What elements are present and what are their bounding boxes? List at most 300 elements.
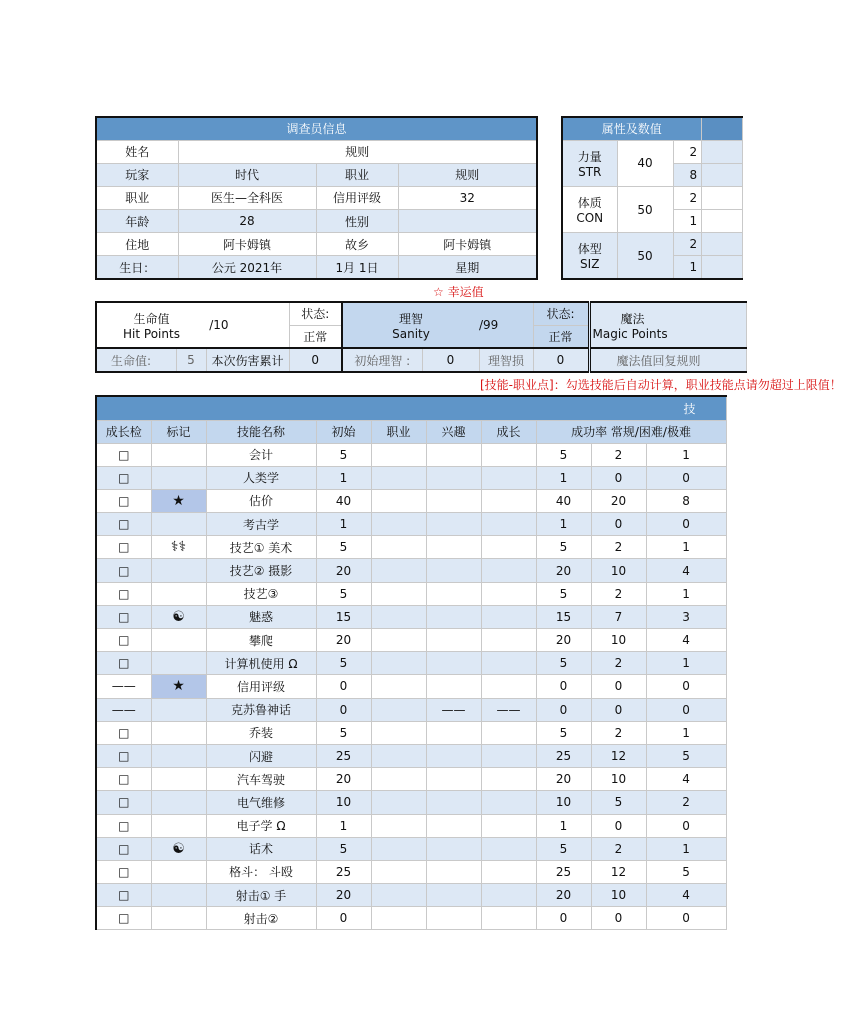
skill-extreme: 1 — [646, 443, 726, 466]
info-value-birth-date[interactable]: 1月 1日 — [316, 256, 398, 279]
skill-check[interactable]: □ — [96, 721, 151, 744]
col-skill-name: 技能名称 — [206, 420, 316, 443]
skill-regular: 0 — [536, 907, 591, 930]
attr-con-half: 2 — [673, 186, 701, 209]
skill-name: 信用评级 — [206, 675, 316, 698]
san-label: 理智 Sanity — [342, 302, 479, 348]
skill-interest-points[interactable] — [426, 582, 481, 605]
skill-growth[interactable] — [481, 652, 536, 675]
skills-table — [95, 395, 727, 930]
skill-extreme: 0 — [646, 907, 726, 930]
skill-check[interactable]: □ — [96, 744, 151, 767]
skill-name: 技艺② 摄影 — [206, 559, 316, 582]
col-success-rate: 成功率 常规/困难/极难 — [536, 420, 726, 443]
skill-interest-points[interactable] — [426, 559, 481, 582]
skill-hard: 0 — [591, 698, 646, 721]
skill-mark — [151, 466, 206, 489]
skill-regular: 10 — [536, 791, 591, 814]
skill-occupation-points[interactable] — [371, 860, 426, 883]
table-row — [96, 652, 726, 675]
skill-regular: 1 — [536, 814, 591, 837]
san-start-value[interactable]: 0 — [422, 348, 479, 372]
skill-regular: 20 — [536, 629, 591, 652]
table-row — [96, 582, 726, 605]
attr-con-label: 体质 CON — [562, 186, 617, 232]
skill-occupation-points[interactable] — [371, 652, 426, 675]
attr-str-half: 2 — [673, 140, 701, 163]
skill-interest-points[interactable] — [426, 814, 481, 837]
attr-con-value[interactable]: 50 — [617, 186, 673, 232]
info-label-era: 时代 — [178, 163, 316, 186]
skill-name: 魅惑 — [206, 605, 316, 628]
info-label-occupation: 职业 — [316, 163, 398, 186]
skill-hard: 0 — [591, 513, 646, 536]
attr-siz-half: 2 — [673, 233, 701, 256]
skill-mark: ☯ — [151, 837, 206, 860]
skill-growth[interactable] — [481, 744, 536, 767]
skill-growth[interactable] — [481, 536, 536, 559]
skill-growth[interactable] — [481, 489, 536, 512]
skill-mark — [151, 768, 206, 791]
skill-interest-points[interactable] — [426, 675, 481, 698]
skill-regular: 1 — [536, 513, 591, 536]
attr-siz-value[interactable]: 50 — [617, 233, 673, 279]
table-row — [96, 513, 726, 536]
table-row — [96, 675, 726, 698]
skills-header: 技 — [96, 396, 726, 420]
skill-mark — [151, 629, 206, 652]
attr-siz-fifth: 1 — [673, 256, 701, 279]
skill-mark — [151, 559, 206, 582]
mp-label: 魔法 Magic Points — [589, 302, 746, 348]
skill-name: 估价 — [206, 489, 316, 512]
skill-base: 5 — [316, 721, 371, 744]
skill-name: 计算机使用 Ω — [206, 652, 316, 675]
skill-mark — [151, 744, 206, 767]
skill-hard: 0 — [591, 907, 646, 930]
san-state-label: 状态: — [533, 302, 589, 325]
san-loss-label: 理智损 — [479, 348, 533, 372]
skill-hard: 12 — [591, 860, 646, 883]
skill-interest-points[interactable] — [426, 768, 481, 791]
skill-name: 考古学 — [206, 513, 316, 536]
skill-check[interactable]: □ — [96, 884, 151, 907]
skill-check[interactable]: □ — [96, 489, 151, 512]
skill-base: 0 — [316, 698, 371, 721]
skill-name: 射击② — [206, 907, 316, 930]
skill-base: 20 — [316, 884, 371, 907]
skill-regular: 0 — [536, 675, 591, 698]
skill-occupation-points[interactable] — [371, 837, 426, 860]
skill-regular: 25 — [536, 860, 591, 883]
col-base: 初始 — [316, 420, 371, 443]
skill-check[interactable]: □ — [96, 559, 151, 582]
skill-check[interactable]: □ — [96, 513, 151, 536]
skill-occupation-points[interactable] — [371, 513, 426, 536]
skill-growth[interactable] — [481, 675, 536, 698]
skill-base: 20 — [316, 629, 371, 652]
skill-extreme: 0 — [646, 675, 726, 698]
skill-occupation-points[interactable] — [371, 536, 426, 559]
skill-check[interactable]: □ — [96, 605, 151, 628]
skill-check[interactable]: □ — [96, 466, 151, 489]
skill-growth[interactable] — [481, 443, 536, 466]
skill-name: 格斗： 斗殴 — [206, 860, 316, 883]
skill-check[interactable]: □ — [96, 582, 151, 605]
skill-hard: 12 — [591, 744, 646, 767]
skill-growth[interactable] — [481, 721, 536, 744]
skill-regular: 5 — [536, 721, 591, 744]
skill-interest-points[interactable] — [426, 629, 481, 652]
status-panel — [95, 301, 699, 373]
skill-extreme: 5 — [646, 860, 726, 883]
skill-mark: ★ — [151, 489, 206, 512]
skill-extreme: 0 — [646, 698, 726, 721]
skill-regular: 5 — [536, 652, 591, 675]
info-value-age[interactable]: 28 — [178, 210, 316, 233]
skill-hard: 7 — [591, 605, 646, 628]
skill-interest-points[interactable] — [426, 837, 481, 860]
skill-occupation-points[interactable] — [371, 698, 426, 721]
skill-check[interactable]: □ — [96, 860, 151, 883]
skill-extreme: 2 — [646, 791, 726, 814]
skill-interest-points[interactable] — [426, 652, 481, 675]
hp-state-label: 状态: — [289, 302, 342, 325]
skill-check[interactable]: □ — [96, 837, 151, 860]
table-row — [96, 814, 726, 837]
info-label-rules: 规则 — [398, 163, 537, 186]
skill-growth[interactable] — [481, 768, 536, 791]
attr-siz-label: 体型 SIZ — [562, 233, 617, 279]
info-title: 调查员信息 — [96, 117, 537, 140]
info-label-credit: 信用评级 — [316, 186, 398, 209]
info-label-age: 年龄 — [96, 210, 178, 233]
skill-interest-points[interactable] — [426, 466, 481, 489]
skill-occupation-points[interactable] — [371, 768, 426, 791]
info-value-name[interactable]: 规则 — [178, 140, 537, 163]
skill-interest-points[interactable] — [426, 513, 481, 536]
skill-occupation-points[interactable] — [371, 675, 426, 698]
skill-interest-points[interactable]: —— — [426, 698, 481, 721]
skill-name: 攀爬 — [206, 629, 316, 652]
skill-occupation-points[interactable] — [371, 489, 426, 512]
skill-check[interactable]: □ — [96, 536, 151, 559]
info-label-residence: 住地 — [96, 233, 178, 256]
mp-recovery: 魔法值回复规则 — [589, 348, 746, 372]
skill-base: 5 — [316, 582, 371, 605]
hp-max: /10 — [206, 302, 289, 348]
hp-label: 生命值 Hit Points — [96, 302, 206, 348]
san-state[interactable]: 正常 — [533, 325, 589, 348]
damage-value[interactable]: 0 — [289, 348, 342, 372]
skill-regular: 25 — [536, 744, 591, 767]
skill-growth[interactable] — [481, 884, 536, 907]
info-value-birth-year[interactable]: 公元 2021年 — [178, 256, 316, 279]
skill-extreme: 1 — [646, 582, 726, 605]
skill-occupation-points[interactable] — [371, 721, 426, 744]
skill-occupation-points[interactable] — [371, 629, 426, 652]
skill-extreme: 0 — [646, 814, 726, 837]
attributes-table — [561, 116, 743, 280]
san-max: /99 — [479, 302, 533, 348]
skill-hard: 0 — [591, 814, 646, 837]
skill-mark — [151, 791, 206, 814]
skill-growth[interactable] — [481, 559, 536, 582]
table-row — [96, 629, 726, 652]
skill-check[interactable]: □ — [96, 768, 151, 791]
table-row — [96, 443, 726, 466]
skill-check[interactable]: □ — [96, 652, 151, 675]
info-label-name: 姓名 — [96, 140, 178, 163]
skill-regular: 5 — [536, 536, 591, 559]
skill-name: 技艺① 美术 — [206, 536, 316, 559]
skill-hard: 2 — [591, 837, 646, 860]
skill-regular: 5 — [536, 582, 591, 605]
skill-name: 射击① 手 — [206, 884, 316, 907]
skill-base: 10 — [316, 791, 371, 814]
skill-interest-points[interactable] — [426, 536, 481, 559]
investigator-info-table — [95, 116, 538, 280]
skill-name: 闪避 — [206, 744, 316, 767]
skill-mark — [151, 652, 206, 675]
table-row — [96, 860, 726, 883]
info-value-hometown[interactable]: 阿卡姆镇 — [398, 233, 537, 256]
skill-name: 汽车驾驶 — [206, 768, 316, 791]
skill-hard: 20 — [591, 489, 646, 512]
skill-growth[interactable] — [481, 466, 536, 489]
skill-growth[interactable] — [481, 605, 536, 628]
skill-extreme: 0 — [646, 466, 726, 489]
skill-interest-points[interactable] — [426, 605, 481, 628]
table-row — [96, 744, 726, 767]
info-label-job: 职业 — [96, 186, 178, 209]
col-mark: 标记 — [151, 420, 206, 443]
skill-extreme: 8 — [646, 489, 726, 512]
skill-name: 电子学 Ω — [206, 814, 316, 837]
attr-con-fifth: 1 — [673, 210, 701, 233]
skill-occupation-points[interactable] — [371, 744, 426, 767]
damage-label: 本次伤害累计 — [206, 348, 289, 372]
skills-panel — [95, 395, 699, 935]
skill-mark — [151, 860, 206, 883]
hp-cap: 5 — [176, 348, 206, 372]
skill-regular: 20 — [536, 768, 591, 791]
skill-mark — [151, 721, 206, 744]
hp-cap-label: 生命值: — [96, 348, 176, 372]
skill-check[interactable]: —— — [96, 675, 151, 698]
skill-hard: 2 — [591, 582, 646, 605]
skill-extreme: 1 — [646, 536, 726, 559]
skill-extreme: 4 — [646, 559, 726, 582]
skill-base: 25 — [316, 860, 371, 883]
skill-base: 1 — [316, 814, 371, 837]
table-row — [96, 884, 726, 907]
skill-growth[interactable]: —— — [481, 698, 536, 721]
skill-extreme: 4 — [646, 768, 726, 791]
skill-growth[interactable] — [481, 837, 536, 860]
skill-hard: 2 — [591, 536, 646, 559]
col-interest: 兴趣 — [426, 420, 481, 443]
skill-base: 15 — [316, 605, 371, 628]
col-occupation: 职业 — [371, 420, 426, 443]
skill-growth[interactable] — [481, 791, 536, 814]
skill-base: 20 — [316, 768, 371, 791]
skill-mark: ⚕⚕ — [151, 536, 206, 559]
skill-base: 5 — [316, 536, 371, 559]
skill-hard: 2 — [591, 443, 646, 466]
skill-name: 克苏鲁神话 — [206, 698, 316, 721]
info-label-birthday: 生日： — [96, 256, 178, 279]
skill-check[interactable]: □ — [96, 791, 151, 814]
table-row — [96, 605, 726, 628]
skill-regular: 40 — [536, 489, 591, 512]
skill-regular: 5 — [536, 837, 591, 860]
table-row — [96, 791, 726, 814]
status-table — [95, 301, 747, 373]
skill-growth[interactable] — [481, 814, 536, 837]
skill-growth[interactable] — [481, 860, 536, 883]
info-label-gender: 性别 — [316, 210, 398, 233]
skill-interest-points[interactable] — [426, 721, 481, 744]
skill-mark — [151, 907, 206, 930]
info-label-hometown: 故乡 — [316, 233, 398, 256]
skill-hard: 2 — [591, 652, 646, 675]
info-value-job[interactable]: 医生—全科医 — [178, 186, 316, 209]
info-label-player: 玩家 — [96, 163, 178, 186]
skill-hard: 10 — [591, 768, 646, 791]
skill-base: 0 — [316, 907, 371, 930]
skill-occupation-points[interactable] — [371, 884, 426, 907]
table-row — [96, 907, 726, 930]
luck-note: ☆ 幸运值 — [433, 285, 484, 299]
skill-mark — [151, 698, 206, 721]
table-row — [96, 466, 726, 489]
skill-mark — [151, 884, 206, 907]
attr-str-fifth: 8 — [673, 163, 701, 186]
skill-regular: 15 — [536, 605, 591, 628]
skill-occupation-points[interactable] — [371, 466, 426, 489]
skill-base: 1 — [316, 466, 371, 489]
skill-interest-points[interactable] — [426, 489, 481, 512]
table-row — [96, 837, 726, 860]
skill-hard: 10 — [591, 884, 646, 907]
attr-str-value[interactable]: 40 — [617, 140, 673, 186]
san-loss-value[interactable]: 0 — [533, 348, 589, 372]
skill-check[interactable]: □ — [96, 629, 151, 652]
san-start-label: 初始理智 : — [342, 348, 422, 372]
skill-occupation-points[interactable] — [371, 907, 426, 930]
skill-occupation-points[interactable] — [371, 443, 426, 466]
skill-interest-points[interactable] — [426, 791, 481, 814]
skill-interest-points[interactable] — [426, 744, 481, 767]
skill-hard: 5 — [591, 791, 646, 814]
table-row — [96, 559, 726, 582]
attributes-panel — [561, 116, 699, 280]
info-value-residence[interactable]: 阿卡姆镇 — [178, 233, 316, 256]
skill-hard: 0 — [591, 675, 646, 698]
skill-name: 会计 — [206, 443, 316, 466]
skill-interest-points[interactable] — [426, 443, 481, 466]
skill-regular: 0 — [536, 698, 591, 721]
skill-interest-points[interactable] — [426, 907, 481, 930]
skill-name: 技艺③ — [206, 582, 316, 605]
skill-hard: 0 — [591, 466, 646, 489]
skill-check[interactable]: □ — [96, 443, 151, 466]
skill-extreme: 4 — [646, 884, 726, 907]
info-value-gender[interactable] — [398, 210, 537, 233]
skill-occupation-points[interactable] — [371, 559, 426, 582]
skill-base: 20 — [316, 559, 371, 582]
table-row — [96, 698, 726, 721]
skill-regular: 20 — [536, 559, 591, 582]
skill-interest-points[interactable] — [426, 884, 481, 907]
skill-check[interactable]: □ — [96, 814, 151, 837]
skill-base: 0 — [316, 675, 371, 698]
skill-name: 话术 — [206, 837, 316, 860]
skill-occupation-points[interactable] — [371, 791, 426, 814]
attr-str-label: 力量 STR — [562, 140, 617, 186]
skill-name: 电气维修 — [206, 791, 316, 814]
col-growth-check: 成长检 — [96, 420, 151, 443]
skill-name: 乔装 — [206, 721, 316, 744]
skill-point-warning: [技能-职业点]：勾选技能后自动计算，职业技能点请勿超过上限值！ — [480, 378, 842, 392]
col-growth: 成长 — [481, 420, 536, 443]
skill-check[interactable]: —— — [96, 698, 151, 721]
skill-regular: 20 — [536, 884, 591, 907]
skill-extreme: 0 — [646, 513, 726, 536]
skill-mark — [151, 443, 206, 466]
skill-regular: 5 — [536, 443, 591, 466]
skill-extreme: 1 — [646, 721, 726, 744]
hp-state[interactable]: 正常 — [289, 325, 342, 348]
skill-regular: 1 — [536, 466, 591, 489]
skill-extreme: 1 — [646, 837, 726, 860]
skill-base: 5 — [316, 837, 371, 860]
skill-extreme: 5 — [646, 744, 726, 767]
skill-extreme: 1 — [646, 652, 726, 675]
skill-check[interactable]: □ — [96, 907, 151, 930]
skill-interest-points[interactable] — [426, 860, 481, 883]
skill-occupation-points[interactable] — [371, 814, 426, 837]
skill-mark — [151, 582, 206, 605]
skill-growth[interactable] — [481, 513, 536, 536]
table-row — [96, 536, 726, 559]
info-value-credit: 32 — [398, 186, 537, 209]
info-value-weekday: 星期 — [398, 256, 537, 279]
skill-name: 人类学 — [206, 466, 316, 489]
skill-base: 1 — [316, 513, 371, 536]
skill-mark: ★ — [151, 675, 206, 698]
attributes-title: 属性及数值 — [562, 117, 701, 140]
skill-hard: 2 — [591, 721, 646, 744]
skill-growth[interactable] — [481, 907, 536, 930]
skill-occupation-points[interactable] — [371, 582, 426, 605]
skill-extreme: 3 — [646, 605, 726, 628]
skill-base: 5 — [316, 652, 371, 675]
skill-occupation-points[interactable] — [371, 605, 426, 628]
table-row — [96, 489, 726, 512]
skill-hard: 10 — [591, 629, 646, 652]
skill-mark — [151, 814, 206, 837]
table-row — [96, 768, 726, 791]
skill-growth[interactable] — [481, 629, 536, 652]
skill-mark — [151, 513, 206, 536]
table-row — [96, 721, 726, 744]
skill-base: 5 — [316, 443, 371, 466]
skill-extreme: 4 — [646, 629, 726, 652]
skill-growth[interactable] — [481, 582, 536, 605]
skill-base: 25 — [316, 744, 371, 767]
